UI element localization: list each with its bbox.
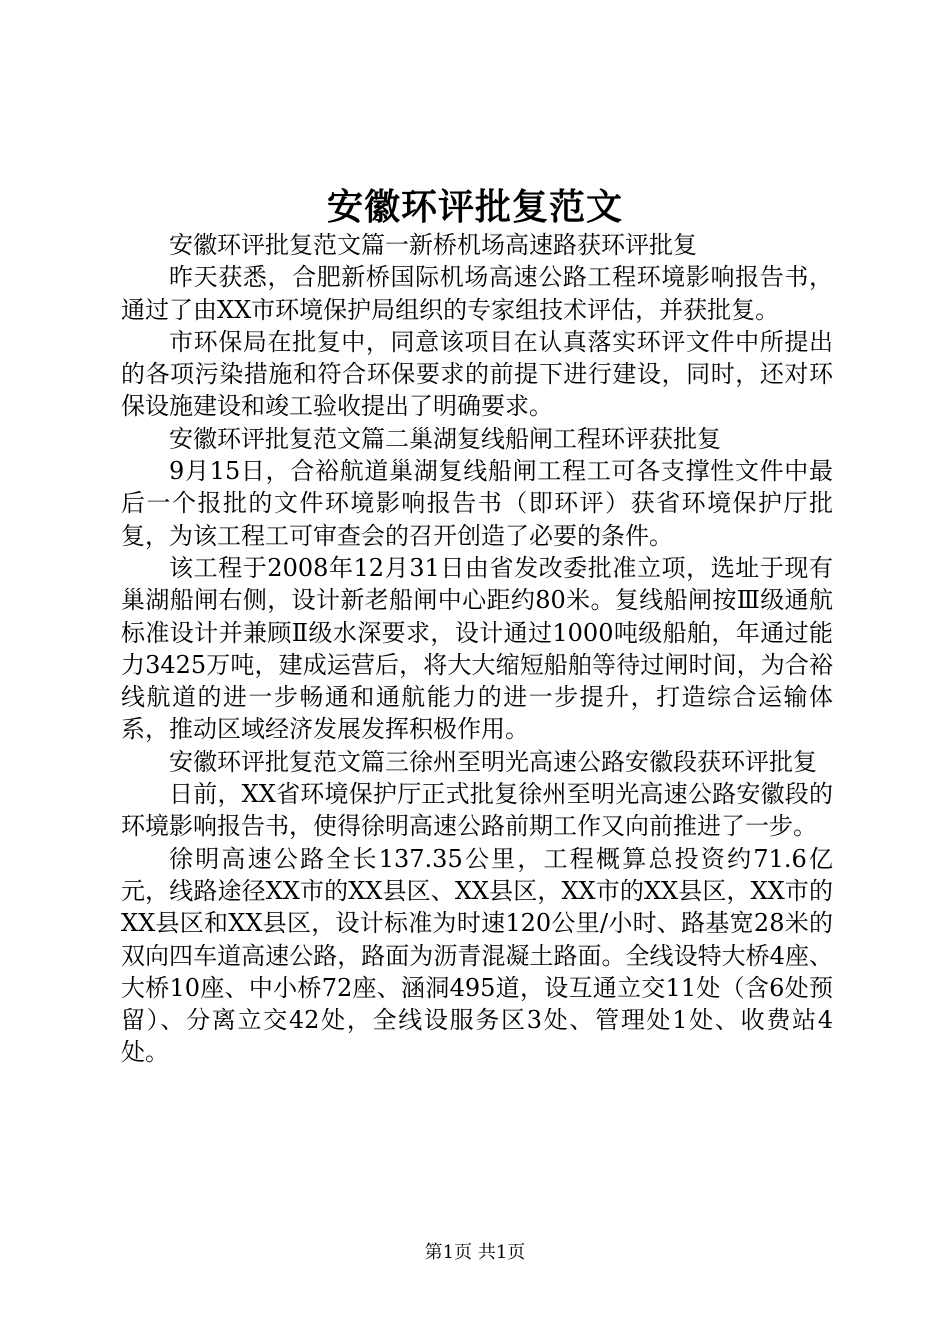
paragraph-2: 昨天获悉，合肥新桥国际机场高速公路工程环境影响报告书，通过了由XX市环境保护局组织的专家组技术评估，并获批复。 [121, 263, 833, 324]
paragraph-8: 日前，XX省环境保护厅正式批复徐州至明光高速公路安徽段的环境影响报告书，使得徐明高速公路前期工作又向前推进了一步。 [121, 780, 833, 841]
document-title: 安徽环评批复范文 [326, 186, 623, 228]
paragraph-9: 徐明高速公路全长137.35公里，工程概算总投资约71.6亿元，线路途径XX市的XX县区、XX县区，XX市的XX县区，XX市的XX县区和XX县区，设计标准为时速120公里/小时、路基宽28米的双向四车道高速公路，路面为沥青混凝土路面。全线设特大桥4座、大桥10座、中小桥72座、涵洞495道，设互通立交11处（含6处预留）、分离立交42处，全线设服务区3处、管理处1处、收费站4处。 [121, 844, 833, 1067]
document-body [121, 229, 833, 1069]
paragraph-4: 安徽环评批复范文篇二巢湖复线船闸工程环评获批复 [169, 424, 721, 453]
paragraph-6: 该工程于2008年12月31日由省发改委批准立项，选址于现有巢湖船闸右侧，设计新老船闸中心距约80米。复线船闸按Ⅲ级通航标准设计并兼顾Ⅱ级水深要求，设计通过1000吨级船舶，年通过能力3425万吨，建成运营后，将大大缩短船舶等待过闸时间，为合裕线航道的进一步畅通和通航能力的进一步提升，打造综合运输体系，推动区域经济发展发挥积极作用。 [121, 553, 833, 744]
page-footer: 第1页 共1页 [424, 1242, 526, 1263]
paragraph-5: 9月15日，合裕航道巢湖复线船闸工程工可各支撑性文件中最后一个报批的文件环境影响报告书（即环评）获省环境保护厅批复，为该工程工可审查会的召开创造了必要的条件。 [121, 457, 833, 550]
paragraph-1: 安徽环评批复范文篇一新桥机场高速路获环评批复 [169, 231, 697, 259]
paragraph-7: 安徽环评批复范文篇三徐州至明光高速公路安徽段获环评批复 [169, 747, 817, 776]
paragraph-3: 市环保局在批复中，同意该项目在认真落实环评文件中所提出的各项污染措施和符合环保要求的前提下进行建设，同时，还对环保设施建设和竣工验收提出了明确要求。 [121, 327, 833, 421]
